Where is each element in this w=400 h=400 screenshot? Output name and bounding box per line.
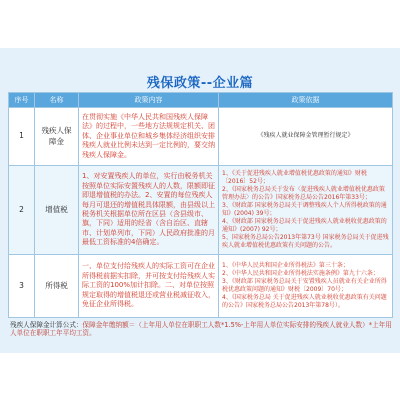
header-basis: 政策依据 bbox=[219, 93, 393, 108]
basis-item: 1、《中华人民共和国企业所得税法》第三十条； bbox=[222, 261, 349, 269]
table-row bbox=[9, 255, 393, 318]
table-header-row bbox=[9, 93, 393, 108]
basis-item: 5、国家税务总局公告2013年第73号 国家税务总局关于促进残疾人就业增值税优惠政策有关问题的公告。 bbox=[222, 234, 389, 250]
header-name: 名称 bbox=[35, 93, 79, 108]
page-title: 残保政策--企业篇 bbox=[146, 76, 254, 91]
basis-item: 4、《财政部 国家税务总局关于促进残疾人就业税收优惠政策的通知》(2007) 92号； bbox=[222, 218, 387, 234]
basis-item: 1、《关于促进残疾人就业增值税优惠政策的通知》财税〔2016〕52号； bbox=[222, 169, 367, 185]
basis-item: 《残疾人就业保障金管理暂行规定》 bbox=[257, 132, 354, 140]
basis-item: 2、《中华人民共和国企业所得税法实施条例》第九十六条； bbox=[222, 269, 379, 277]
basis-item: 2、《国家税务总局关于发布〈促进残疾人就业增值税优惠政策管理办法〉的公告》国家税务总局公告2016年第33号； bbox=[222, 185, 385, 201]
row-basis bbox=[219, 108, 393, 166]
header-content: 政策内容 bbox=[79, 93, 219, 108]
formula-text: 保障金年缴纳额＝（上年用人单位在职职工人数*1.5%-上年用人单位实际安排的残疾人就业人数）*上年用人单位在职职工年平均工资。 bbox=[10, 321, 392, 337]
row-name: 残疾人保障金 bbox=[35, 108, 79, 166]
table-row bbox=[9, 166, 393, 255]
basis-item: 3、《财政部 国家税务总局关于调整残疾人个人所得税政策的通知》(2004) 39号； bbox=[222, 201, 387, 217]
row-name: 所得税 bbox=[35, 255, 79, 318]
row-index: 1 bbox=[9, 108, 35, 166]
formula-label: 残疾人保障金计算公式： bbox=[10, 321, 83, 329]
row-content: 1、对安置残疾人的单位，实行由税务机关按照单位实际安置残疾人的人数，限额即征即退增值税的办法。2、安置的每位残疾人每月可退还的增值税具体限额，由县级以上税务机关根据单位所在区县（含县级市、旗，下同）适用的经省（含自治区、直辖市、计划单列市，下同）人民政府批准的月最低工资标准的4倍确定。 bbox=[79, 166, 219, 255]
row-basis bbox=[219, 166, 393, 255]
row-name: 增值税 bbox=[35, 166, 79, 255]
row-index: 2 bbox=[9, 166, 35, 255]
header-index: 序号 bbox=[9, 93, 35, 108]
policy-table bbox=[8, 92, 393, 318]
row-content: 一、单位支付给残疾人的实际工资可在企业所得税前据实扣除，并可按支付给残疾人实际工资的100%加计扣除。二、对单位按照规定取得的增值税退还或营业税减征收入，免征企业所得税。 bbox=[79, 255, 219, 318]
row-basis bbox=[219, 255, 393, 318]
formula-line bbox=[10, 322, 394, 338]
row-content: 在贯彻实施《中华人民共和国残疾人保障法》的过程中，一些地方法规规定机关、团体、企业事业单位和城乡集体经济组织安排残疾人就业比例未达到一定比例的，要交纳残疾人保障金。 bbox=[79, 108, 219, 166]
basis-item: 4、《国家税务总局 关于促进残疾人就业税收优惠政策有关问题的公告》国家税务总局公告2013年第78号）。 bbox=[222, 294, 387, 310]
basis-item: 3、《财政部 国家税务总局关于安置残疾人员就业有关企业所得税优惠政策问题的通知》财税〔2009〕70号； bbox=[222, 277, 387, 293]
table-row bbox=[9, 108, 393, 166]
row-index: 3 bbox=[9, 255, 35, 318]
